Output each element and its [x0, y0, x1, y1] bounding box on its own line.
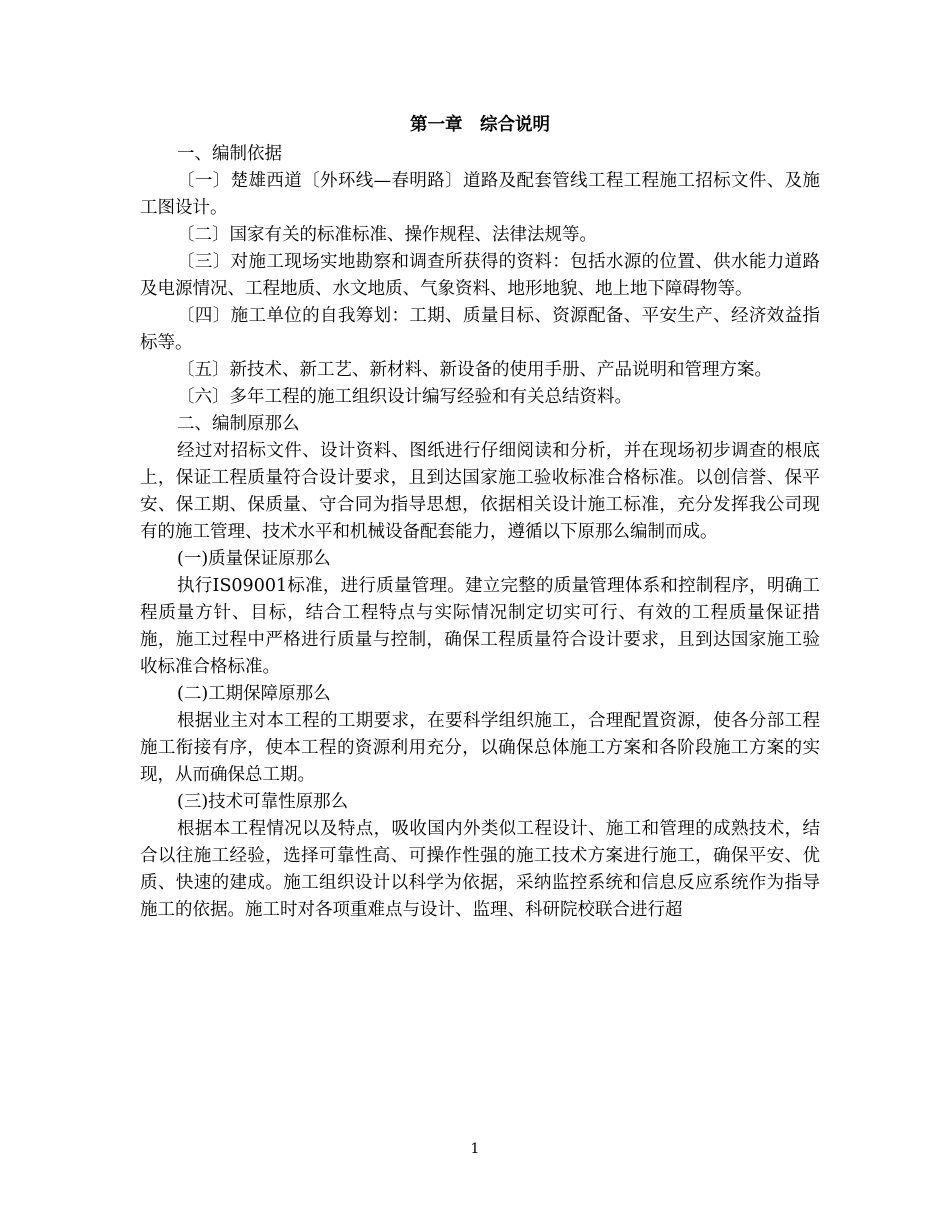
- paragraph: 经过对招标文件、设计资料、图纸进行仔细阅读和分析，并在现场初步调查的根底上，保证工程质量符合设计要求，且到达国家施工验收标准合格标准。以创信誉、保平安、保工期、保质量、守合同为指导思想，依据相关设计施工标准，充分发挥我公司现有的施工管理、技术水平和机械设备配套能力，遵循以下原那么编制而成。: [140, 441, 820, 542]
- paragraph: 根据业主对本工程的工期要求，在要科学组织施工，合理配置资源，使各分部工程施工衔接有序，使本工程的资源利用充分，以确保总体施工方案和各阶段施工方案的实现，从而确保总工期。: [140, 711, 820, 785]
- paragraph: 〔五〕新技术、新工艺、新材料、新设备的使用手册、产品说明和管理方案。: [177, 360, 772, 380]
- paragraph: 〔二〕国家有关的标准标准、操作规程、法律法规等。: [177, 225, 597, 245]
- chapter-title: 第一章 综合说明: [410, 115, 550, 135]
- paragraph: 〔四〕施工单位的自我筹划：工期、质量目标、资源配备、平安生产、经济效益指标等。: [140, 306, 820, 353]
- paragraph: 〔六〕多年工程的施工组织设计编写经验和有关总结资料。: [177, 387, 632, 407]
- heading-principles: 二、编制原那么: [177, 414, 300, 434]
- subheading-technical: (三)技术可靠性原那么: [177, 792, 349, 812]
- paragraph: 根据本工程情况以及特点，吸收国内外类似工程设计、施工和管理的成熟技术，结合以往施工经验，选择可靠性高、可操作性强的施工技术方案进行施工，确保平安、优质、快速的建成。施工组织设计以科学为依据，采纳监控系统和信息反应系统作为指导施工的依据。施工时对各项重难点与设计、监理、科研院校联合进行超: [140, 819, 820, 920]
- page-content: [140, 110, 820, 924]
- subheading-schedule: (二)工期保障原那么: [177, 684, 331, 704]
- subheading-quality: (一)质量保证原那么: [177, 549, 331, 569]
- paragraph: 〔一〕楚雄西道〔外环线—春明路〕道路及配套管线工程工程施工招标文件、及施工图设计。: [140, 171, 820, 218]
- paragraph: 〔三〕对施工现场实地勘察和调查所获得的资料：包括水源的位置、供水能力道路及电源情况、工程地质、水文地质、气象资料、地形地貌、地上地下障碍物等。: [140, 252, 820, 299]
- paragraph: 执行IS09001标准，进行质量管理。建立完整的质量管理体系和控制程序，明确工程质量方针、目标，结合工程特点与实际情况制定切实可行、有效的工程质量保证措施，施工过程中严格进行质量与控制，确保工程质量符合设计要求，且到达国家施工验收标准合格标准。: [140, 576, 820, 677]
- heading-basis: 一、编制依据: [177, 144, 282, 164]
- page-number: 1: [470, 1141, 480, 1157]
